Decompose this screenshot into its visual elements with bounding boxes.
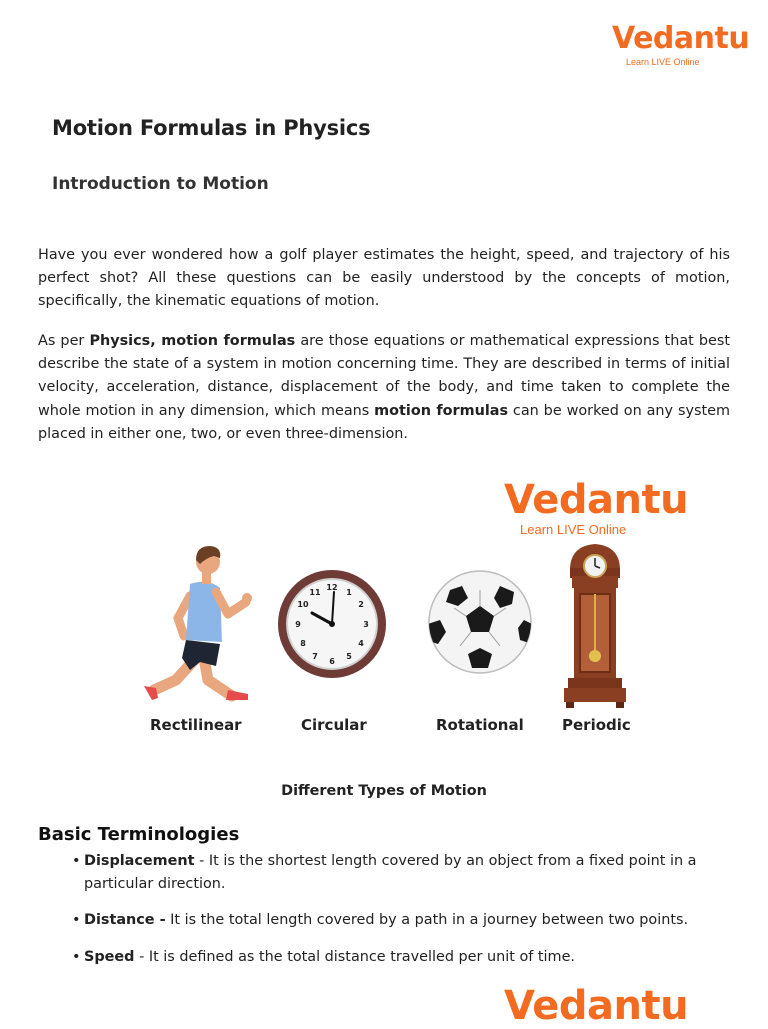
intro-heading: Introduction to Motion (52, 174, 269, 194)
page-title: Motion Formulas in Physics (52, 116, 371, 140)
section-heading: Basic Terminologies (38, 824, 240, 845)
svg-text:12: 12 (326, 583, 338, 592)
wall-clock-icon (276, 568, 388, 680)
logo-tagline: Learn LIVE Online (520, 522, 627, 537)
figure-label-rectilinear: Rectilinear (150, 716, 242, 734)
term-name: Speed (84, 948, 135, 965)
svg-text:8: 8 (300, 639, 306, 648)
list-item (72, 909, 732, 932)
figure-label-rotational: Rotational (436, 716, 524, 734)
vedantu-logo (612, 21, 750, 72)
figure-label-circular: Circular (301, 716, 367, 734)
list-item (72, 946, 732, 969)
text-run: are those equations or mathematical expressions that best describe the state of a system in motion concerning time. They are described in terms of initial velocity, acceleration, distance, displacement of the body, and time taken to complete the whole motion in any dimension, which means (38, 333, 730, 419)
figure-caption: Different Types of Motion (281, 783, 487, 799)
term-definition: - It is defined as the total distance travelled per unit of time. (134, 948, 575, 965)
pendulum-clock-icon (562, 542, 628, 710)
term-name: Displacement (84, 853, 195, 869)
svg-text:6: 6 (329, 657, 335, 666)
svg-text:1: 1 (346, 588, 352, 597)
text-run: As per (38, 333, 90, 349)
bold-run: Physics, motion formulas (89, 333, 296, 349)
term-definition: - It is the shortest length covered by an object from a fixed point in a particular direction. (84, 853, 697, 893)
terminology-list (72, 850, 732, 982)
svg-text:4: 4 (358, 639, 364, 648)
svg-text:9: 9 (295, 620, 301, 629)
motion-types-figure (130, 477, 689, 746)
svg-text:7: 7 (312, 652, 318, 661)
bold-run: motion formulas (374, 402, 509, 419)
svg-text:3: 3 (363, 620, 369, 629)
logo-tagline: Learn LIVE Online (626, 57, 700, 67)
logo-wordmark: Vedantu (612, 21, 750, 56)
definition-paragraph (38, 330, 730, 446)
svg-text:5: 5 (346, 652, 352, 661)
soccer-ball-icon (426, 568, 534, 676)
list-item (72, 850, 732, 896)
svg-text:2: 2 (358, 600, 364, 609)
term-name: Distance - (84, 912, 166, 929)
logo-wordmark: Vedantu (504, 983, 689, 1029)
intro-paragraph: Have you ever wondered how a golf player estimates the height, speed, and trajectory of his perfect shot? All these questions can be easily understood by the concepts of motion, specifically, the kinematic equations of motion. (38, 247, 730, 310)
figure-label-periodic: Periodic (562, 716, 631, 734)
term-definition: It is the total length covered by a path in a journey between two points. (165, 912, 689, 929)
svg-text:11: 11 (309, 588, 321, 597)
figure-vedantu-logo (504, 477, 689, 537)
svg-text:10: 10 (297, 600, 309, 609)
text-run: can be worked on any system placed in either one, two, or even three-dimension. (38, 402, 730, 442)
vedantu-logo-bottom (504, 983, 689, 1029)
running-man-icon (134, 540, 254, 710)
logo-wordmark: Vedantu (504, 477, 689, 523)
